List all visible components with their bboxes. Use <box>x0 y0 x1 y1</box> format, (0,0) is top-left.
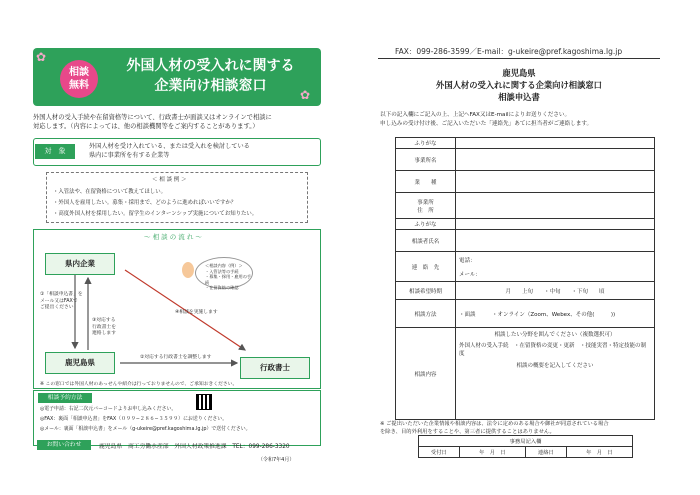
target-line: 外国人材を受け入れている、または受入れを検討している <box>89 143 250 150</box>
intro-line: 外国人材の受入手続や在留資格等について、行政書士が面談又はオンラインで相談に <box>33 114 272 121</box>
furigana-field[interactable] <box>456 219 655 230</box>
person-icon <box>182 262 194 278</box>
form-title-line: 相談申込書 <box>498 92 540 102</box>
received-date: 年 月 日 <box>459 447 525 458</box>
reservation-section <box>33 390 321 446</box>
consult-bubble: ＜相談内容（例）＞ ・入管法等の手続 ・募集・採用・雇用の手続 ・在留資格の確認 <box>195 257 253 289</box>
target-label: 対 象 <box>35 144 75 159</box>
method-label: 相談方法 <box>396 300 456 328</box>
application-form <box>395 137 655 420</box>
furigana-label: ふりがな <box>396 138 456 149</box>
reservation-line: ◎FAX：裏面「相談申込書」をFAX（０９９−２８６−３５９９）にお送りください。 <box>40 416 228 422</box>
content-hint-2: 相談の概要を記入してください <box>516 363 594 369</box>
office-use-title: 事務局記入欄 <box>419 436 633 447</box>
reservation-title: 相談予約方法 <box>38 393 92 403</box>
node-company: 県内企業 <box>45 253 115 275</box>
node-pref: 鹿児島県 <box>45 352 115 374</box>
mail-label: メール： <box>459 271 481 278</box>
office-use-table <box>418 435 633 458</box>
target-line: 県内に事業所を有する企業等 <box>89 152 170 159</box>
address-field[interactable] <box>456 193 655 219</box>
free-consultation-badge: 相談 無料 <box>60 60 98 98</box>
privacy-note-line: を除き、目的外利用をすることや、第三者に提供することはありません。 <box>380 429 555 435</box>
furigana-field[interactable] <box>456 138 655 149</box>
contact-text: 鹿児島県 商工労働水産部 外国人材政策推進課 TEL：099-286-3320 <box>99 444 290 450</box>
person-field[interactable] <box>456 230 655 252</box>
form-intro <box>380 111 665 128</box>
contact-section <box>33 440 321 453</box>
furigana-label: ふりがな <box>396 219 456 230</box>
fax-email-line: FAX：099-286-3599／E-mail：g-ukeire@pref.kagoshima.lg.jp <box>395 47 623 56</box>
example-item: ・入管法や、在留資格について教えてほしい。 <box>53 189 166 195</box>
flower-icon: ✿ <box>36 50 47 64</box>
reservation-line: ◎メール：裏面「相談申込書」をメール（g-ukeire@pref.kagoshima.lg.jp）で送付ください。 <box>40 426 251 432</box>
tel-label: 電話： <box>459 257 476 264</box>
content-hint: 相談したい分野を囲んでください（複数選択可） <box>494 332 616 338</box>
content-label: 相談内容 <box>396 328 456 420</box>
date-field[interactable]: 月 上旬 ・中旬 ・下旬 頃 <box>456 282 655 300</box>
received-label: 受付日 <box>419 447 460 458</box>
industry-field[interactable] <box>456 171 655 193</box>
date-label: 相談希望時期 <box>396 282 456 300</box>
footnote: ※ この窓口では外国人材のあっせんや紹介は行っておりませんので、ご承知おきください。 <box>40 382 238 387</box>
qr-code-icon[interactable] <box>196 394 212 410</box>
contact-field[interactable] <box>456 252 655 282</box>
contact-label: 連 絡 先 <box>396 252 456 282</box>
flow-title: 〜 相 談 の 流 れ 〜 <box>144 233 202 241</box>
address-label: 事業所 住 所 <box>396 193 456 219</box>
form-intro-line: 申し込みの受け付け後、ご記入いただいた「連絡先」あてに担当者がご連絡します。 <box>380 120 593 127</box>
title-line-1: 外国人材の受入れに関する <box>126 58 295 74</box>
form-title-line: 鹿児島県 <box>502 68 536 78</box>
issue-date: （令和7年4月） <box>258 457 295 463</box>
flow-step-2: ②対応する行政書士を調整します <box>140 355 212 360</box>
intro-line: 対応します。（内容によっては、他の相談機関等をご案内することがあります。） <box>33 123 259 130</box>
example-item: ・外国人を雇用したい。募集・採用まで、どのように進めればいいですか？ <box>53 200 237 206</box>
form-title-line: 外国人材の受入れに関する企業向け相談窓口 <box>436 80 602 90</box>
privacy-note <box>380 420 665 436</box>
node-scrivener: 行政書士 <box>240 357 310 379</box>
industry-label: 業 種 <box>396 171 456 193</box>
divider <box>378 58 660 59</box>
method-field[interactable]: ・面談 ・オンライン（Zoom、Webex、その他( )) <box>456 300 655 328</box>
form-title <box>378 67 660 103</box>
example-item: ・高度外国人材を採用したい。留学生のインターンシップ実施についてお知りたい。 <box>53 211 258 217</box>
flow-step-3: ③対応する 行政書士を 連絡します <box>92 318 116 336</box>
person-label: 相談者氏名 <box>396 230 456 252</box>
contacted-date: 年 月 日 <box>566 447 632 458</box>
title-line-2: 企業向け相談窓口 <box>154 78 267 94</box>
reservation-line: ◎電子申請：右記二次元バーコードよりお申し込みください。 <box>40 406 177 412</box>
flow-step-1: ①「相談申込書」を メール又はFAXで ご提出ください <box>40 292 83 310</box>
examples-title: ＜ 相 談 例 ＞ <box>152 177 187 183</box>
flower-icon: ✿ <box>300 88 311 102</box>
contact-title: お問い合わせ <box>37 440 91 450</box>
office-name-field[interactable] <box>456 149 655 171</box>
flow-step-4: ④相談を実施します <box>175 310 218 315</box>
office-name-label: 事業所名 <box>396 149 456 171</box>
content-options: 外国人材の受入手続 ・在留資格の変更・更新 ・技能実習・特定技能の制度 <box>459 343 647 357</box>
contacted-label: 連絡日 <box>525 447 566 458</box>
content-field[interactable] <box>456 328 655 420</box>
privacy-note-line: ※ ご提出いただいた企業情報や相談内容は、法令に定めのある場合や御社が同意されている場合 <box>380 421 609 427</box>
form-intro-line: 以下の記入欄にご記入の上、上記へFAX又はE-mailによりお送りください。 <box>380 112 571 118</box>
